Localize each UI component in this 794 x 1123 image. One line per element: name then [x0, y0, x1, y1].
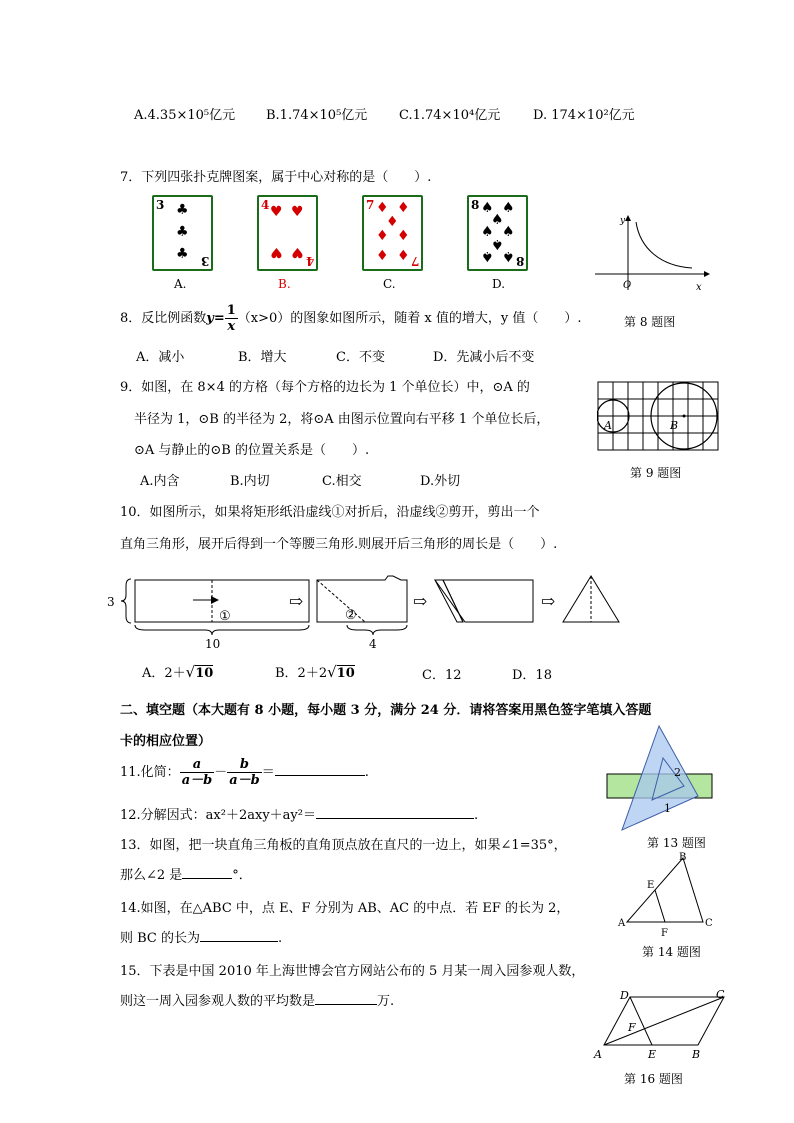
vertex-c-label: C — [705, 918, 713, 929]
q6-option-b: B.1.74×10⁵亿元 — [266, 108, 368, 123]
q9-line-1: 9．如图，在 8×4 的方格（每个方格的边长为 1 个单位长）中，⊙A 的 — [120, 380, 530, 395]
angle-1-label: 1 — [664, 802, 671, 815]
q10-line-2: 直角三角形，展开后得到一个等腰三角形.则展开后三角形的周长是（ ）. — [120, 537, 558, 552]
q9-option-c: C.相交 — [322, 474, 362, 489]
q16-parallelogram-figure — [590, 985, 730, 1065]
vertex-d-label: D — [620, 989, 629, 1002]
fold-mark-1: ① — [219, 609, 231, 624]
q8-option-a: A．减小 — [136, 350, 185, 365]
vertex-a-label: A — [594, 1048, 602, 1061]
point-f-label: F — [628, 1021, 636, 1034]
playing-card-3-clubs: 3 ♣ ♣ ♣ 3 — [152, 195, 213, 271]
q14-figure-caption: 第 14 题图 — [642, 945, 701, 959]
section-2-heading-line-1: 二、填空题（本大题有 8 小题，每小题 3 分，满分 24 分．请将答案用黑色签字笔填入答题 — [120, 703, 652, 718]
q11-expression: 11.化简： $\frac{a}{a-b}$ － $\frac{b}{a-b}$ ＝ . — [120, 757, 369, 788]
q10-option-d: D．18 — [512, 668, 552, 683]
q16-figure-caption: 第 16 题图 — [624, 1072, 683, 1086]
point-e-label: E — [647, 880, 655, 891]
q11-answer-blank[interactable] — [275, 775, 365, 776]
q15-answer-blank[interactable] — [315, 1004, 377, 1005]
q14-answer-blank[interactable] — [200, 941, 278, 942]
y-axis-label: y — [620, 216, 626, 226]
q9-figure-caption: 第 9 题图 — [630, 466, 682, 480]
circle-a-label: A — [604, 419, 612, 432]
q6-option-c: C.1.74×10⁴亿元 — [399, 108, 501, 123]
q9-option-b: B.内切 — [230, 474, 270, 489]
playing-card-7-diamonds: 7 ♦ ♦ ♦ ♦ ♦ ♦ ♦ 7 — [362, 195, 423, 271]
q13-line-1: 13．如图，把一块直角三角板的直角顶点放在直尺的一边上，如果∠1=35°， — [120, 838, 567, 853]
q10-line-1: 10．如图所示，如果将矩形纸沿虚线①对折后，沿虚线②剪开，剪出一个 — [120, 505, 540, 520]
card-a-label: A. — [174, 277, 187, 291]
q8-option-b: B．增大 — [238, 350, 287, 365]
q9-option-d: D.外切 — [420, 474, 461, 489]
q13-figure-caption: 第 13 题图 — [647, 836, 706, 850]
q13-ruler-triangle-figure — [604, 720, 716, 832]
playing-card-8-spades: 8 ♠ ♠ ♠ ♠ ♠ ♠ ♠ ♠ 8 — [467, 195, 528, 271]
arrow-3: ⇨ — [541, 592, 556, 612]
q6-option-a: A.4.35×10⁵亿元 — [134, 108, 236, 123]
circle-b-label: B — [670, 419, 679, 432]
q13-answer-blank[interactable] — [182, 878, 232, 879]
q6-option-d: D. 174×10²亿元 — [533, 108, 635, 123]
q13-line-2: 那么∠2 是 °． — [120, 868, 252, 883]
card-c-label: C. — [383, 277, 396, 291]
q15-line-1: 15．下表是中国 2010 年上海世博会官方网站公布的 5 月某一周入园参观人数， — [120, 964, 585, 979]
q10-folding-figure — [105, 570, 645, 652]
cut-length-label: 4 — [369, 637, 377, 651]
height-label: 3 — [107, 595, 115, 609]
q10-option-b: B．2＋2√10 — [275, 663, 355, 681]
card-b-label: B. — [278, 277, 291, 291]
x-axis-label: x — [696, 282, 702, 293]
vertex-b-label: B — [692, 1048, 701, 1061]
q9-line-3: ⊙A 与静止的⊙B 的位置关系是（ ）. — [134, 443, 370, 458]
q15-line-2: 则这一周入园参观人数的平均数是 万. — [120, 994, 395, 1009]
origin-label: O — [623, 280, 632, 291]
q14-line-2: 则 BC 的长为 . — [120, 931, 283, 946]
q14-triangle-figure — [615, 850, 715, 940]
vertex-c-label: C — [716, 988, 725, 1001]
point-e-label: E — [648, 1048, 657, 1061]
q10-option-c: C．12 — [422, 668, 462, 683]
q14-line-1: 14.如图，在△ABC 中，点 E、F 分别为 AB、AC 的中点．若 EF 的长为 2， — [120, 901, 570, 916]
q8-figure-caption: 第 8 题图 — [624, 315, 676, 329]
card-d-label: D. — [492, 277, 506, 291]
vertex-a-label: A — [618, 918, 626, 929]
angle-2-label: 2 — [674, 766, 681, 779]
width-label: 10 — [205, 637, 221, 651]
arrow-1: ⇨ — [289, 592, 304, 612]
q12-answer-blank[interactable] — [316, 818, 474, 819]
playing-card-4-hearts: 4 ♥ ♥ ♥ ♥ 4 — [257, 195, 318, 271]
q9-line-2: 半径为 1，⊙B 的半径为 2，将⊙A 由图示位置向右平移 1 个单位长后， — [134, 412, 550, 427]
q9-option-a: A.内含 — [140, 474, 180, 489]
q10-option-a: A．2＋√10 — [142, 663, 214, 681]
q8-hyperbola-figure — [590, 210, 715, 295]
q12-line: 12.分解因式：ax²＋2axy＋ay²＝ . — [120, 808, 479, 823]
q8-option-c: C．不变 — [336, 350, 385, 365]
section-2-heading-line-2: 卡的相应位置） — [120, 734, 212, 749]
q9-grid-circles-figure — [597, 381, 721, 455]
q8-option-d: D．先减小后不变 — [433, 350, 535, 365]
q8-stem: 8．反比例函数y= $\frac{1}{x}$ （x>0）的图象如图所示，随着 x 值的增大，y 值（ ）. — [120, 303, 582, 334]
arrow-2: ⇨ — [413, 592, 428, 612]
cut-mark-2: ② — [345, 608, 357, 623]
q7-stem: 7．下列四张扑克牌图案，属于中心对称的是（ ）. — [120, 170, 432, 185]
point-f-label: F — [661, 928, 668, 939]
vertex-b-label: B — [679, 852, 687, 863]
